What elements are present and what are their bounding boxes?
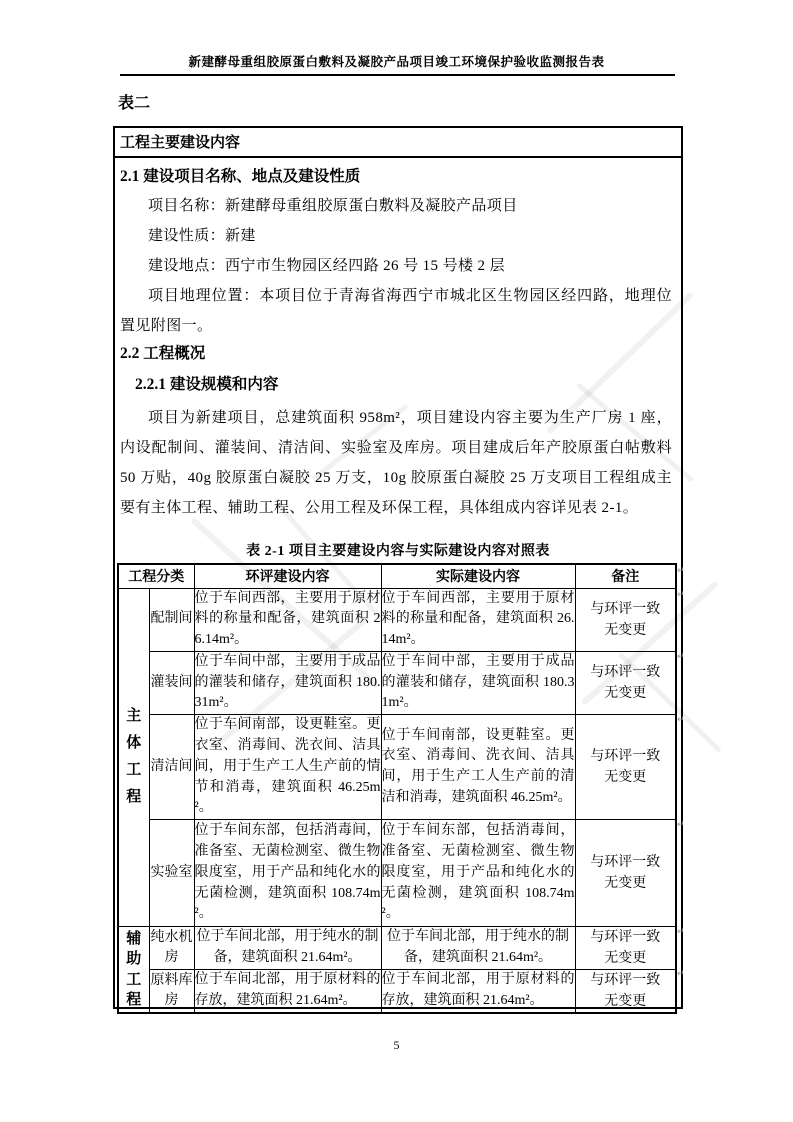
eia-cell: 位于车间中部，主要用于成品的灌装和储存，建筑面积 180.31m²。 bbox=[194, 651, 381, 714]
table-header-row bbox=[118, 564, 676, 588]
geo-location-line-1: 项目地理位置：本项目位于青海省海西宁市城北区生物园区经四路，地理位 bbox=[148, 288, 672, 304]
actual-cell: 位于车间北部，用于原材料的存放，建筑面积 21.64m²。 bbox=[381, 970, 575, 1014]
comparison-table-title: 表 2-1 项目主要建设内容与实际建设内容对照表 bbox=[246, 544, 550, 559]
actual-cell: 位于车间南部，设更鞋室。更衣室、消毒间、洗衣间、洁具间，用于生产工人生产前的清洁和消毒，建筑面积 46.25m²。 bbox=[381, 715, 575, 820]
actual-cell: 位于车间中部，主要用于成品的灌装和储存，建筑面积 180.31m²。 bbox=[381, 651, 575, 714]
paragraph-mark: ↵ bbox=[677, 652, 685, 662]
section-2-2-heading: 2.2 工程概况 bbox=[120, 345, 206, 362]
table-row bbox=[118, 651, 676, 714]
scale-paragraph-line-4: 要有主体工程、辅助工程、公用工程及环保工程，具体组成内容详见表 2-1。 bbox=[120, 500, 639, 516]
header-remark: 备注 bbox=[575, 564, 676, 588]
eia-cell: 位于车间西部，主要用于原材料的称量和配备，建筑面积 26.14m²。 bbox=[194, 588, 381, 651]
eia-cell: 位于车间北部，用于纯水的制备，建筑面积 21.64m²。 bbox=[194, 927, 381, 970]
actual-cell: 位于车间北部，用于纯水的制备，建筑面积 21.64m²。 bbox=[381, 927, 575, 970]
construction-site-line: 建设地点：西宁市生物园区经四路 26 号 15 号楼 2 层 bbox=[148, 258, 506, 274]
page-header-title: 新建酵母重组胶原蛋白敷料及凝胶产品项目竣工环境保护验收监测报告表 bbox=[188, 55, 605, 69]
content-box-title: 工程主要建设内容 bbox=[120, 135, 241, 151]
remark-cell: 与环评一致 无变更 bbox=[575, 820, 676, 927]
section-2-1-heading: 2.1 建设项目名称、地点及建设性质 bbox=[120, 168, 361, 185]
room-cell: 灌装间 bbox=[149, 651, 194, 714]
scale-paragraph-line-3: 50 万贴，40g 胶原蛋白凝胶 25 万支，10g 胶原蛋白凝胶 25 万支项目工程组成主 bbox=[120, 470, 672, 486]
sheet-label: 表二 bbox=[118, 95, 151, 112]
table-row bbox=[118, 927, 676, 970]
geo-location-line-2: 置见附图一。 bbox=[120, 318, 213, 334]
category-cell-auxiliary-works: 辅助工程 bbox=[118, 927, 149, 1014]
remark-cell: 与环评一致 无变更 bbox=[575, 970, 676, 1014]
scale-paragraph-line-2: 内设配制间、灌装间、清洁间、实验室及库房。项目建成后年产胶原蛋白帖敷料 bbox=[120, 440, 672, 456]
room-cell: 纯水机房 bbox=[149, 927, 194, 970]
paragraph-mark: ↵ bbox=[677, 927, 685, 937]
header-category: 工程分类 bbox=[118, 564, 194, 588]
paragraph-mark: ↵ bbox=[677, 969, 685, 979]
room-cell: 清洁间 bbox=[149, 715, 194, 820]
remark-cell: 与环评一致 无变更 bbox=[575, 588, 676, 651]
construction-nature-line: 建设性质：新建 bbox=[148, 228, 256, 244]
paragraph-mark: ↵ bbox=[677, 590, 685, 600]
comparison-table bbox=[117, 563, 677, 1014]
eia-cell: 位于车间东部，包括消毒间，准备室、无菌检测室、微生物限度室，用于产品和纯化水的无菌检测，建筑面积 108.74m²。 bbox=[194, 820, 381, 927]
table-row bbox=[118, 820, 676, 927]
eia-cell: 位于车间北部，用于原材料的存放，建筑面积 21.64m²。 bbox=[194, 970, 381, 1014]
content-box-title-divider bbox=[113, 156, 683, 158]
project-name-line: 项目名称：新建酵母重组胶原蛋白敷料及凝胶产品项目 bbox=[148, 198, 518, 214]
table-row bbox=[118, 970, 676, 1014]
remark-cell: 与环评一致 无变更 bbox=[575, 715, 676, 820]
page-number: 5 bbox=[393, 1038, 400, 1052]
remark-cell: 与环评一致 无变更 bbox=[575, 927, 676, 970]
header-eia-content: 环评建设内容 bbox=[194, 564, 381, 588]
paragraph-mark: ↵ bbox=[677, 715, 685, 725]
section-2-2-1-heading: 2.2.1 建设规模和内容 bbox=[135, 376, 279, 393]
category-cell-main-works: 主体工程 bbox=[118, 588, 149, 927]
table-row bbox=[118, 715, 676, 820]
room-cell: 原料库房 bbox=[149, 970, 194, 1014]
paragraph-mark: ↵ bbox=[677, 820, 685, 830]
actual-cell: 位于车间东部，包括消毒间，准备室、无菌检测室、微生物限度室，用于产品和纯化水的无菌检测，建筑面积 108.74m²。 bbox=[381, 820, 575, 927]
header-divider bbox=[120, 74, 675, 76]
table-row bbox=[118, 588, 676, 651]
room-cell: 实验室 bbox=[149, 820, 194, 927]
paragraph-mark: ↵ bbox=[677, 566, 685, 576]
eia-cell: 位于车间南部，设更鞋室。更衣室、消毒间、洗衣间、洁具间，用于生产工人生产前的情节和消毒，建筑面积 46.25m²。 bbox=[194, 715, 381, 820]
remark-cell: 与环评一致 无变更 bbox=[575, 651, 676, 714]
scale-paragraph-line-1: 项目为新建项目，总建筑面积 958m²，项目建设内容主要为生产厂房 1 座， bbox=[148, 410, 672, 426]
room-cell: 配制间 bbox=[149, 588, 194, 651]
actual-cell: 位于车间西部，主要用于原材料的称量和配备，建筑面积 26.14m²。 bbox=[381, 588, 575, 651]
header-actual-content: 实际建设内容 bbox=[381, 564, 575, 588]
